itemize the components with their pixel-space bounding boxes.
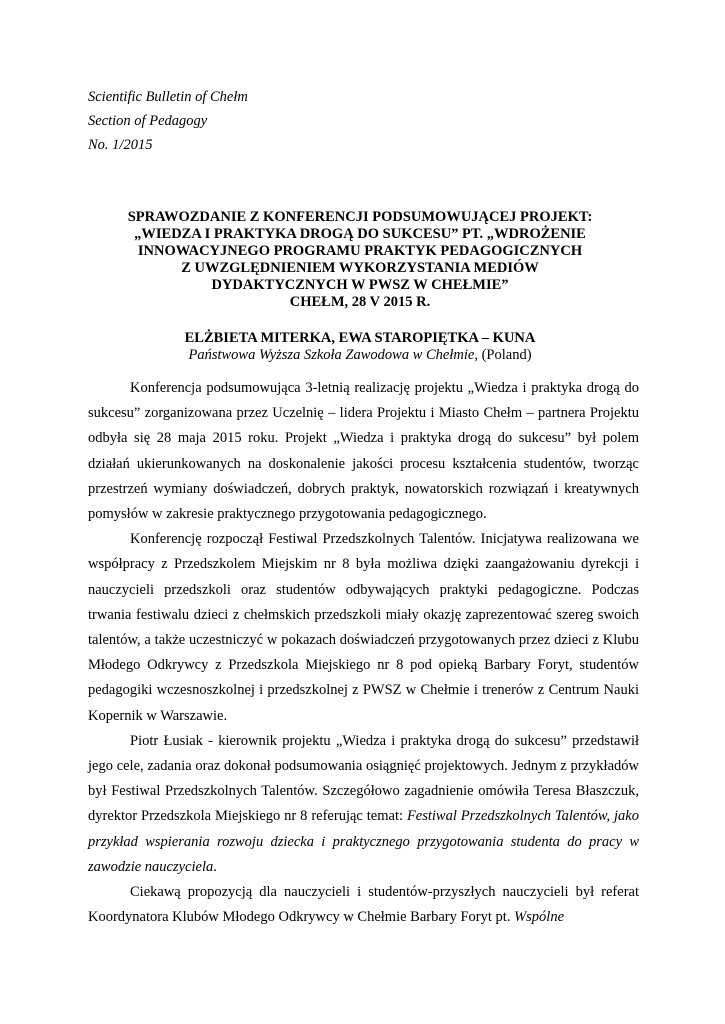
paragraph-4-text: Ciekawą propozycją dla nauczycieli i studentów-przyszłych nauczycieli był referat Koordynatora Klubów Młodego Odkrywcy w Chełmie Barbary Foryt pt. xyxy=(88,884,639,926)
journal-header xyxy=(88,85,248,157)
affiliation-institution: Państwowa Wyższa Szkoła Zawodowa w Chełmie xyxy=(188,347,475,363)
author-names: ELŻBIETA MITERKA, EWA STAROPIĘTKA – KUNA xyxy=(184,330,536,346)
paragraph-4 xyxy=(88,880,639,930)
title-line: INNOWACYJNEGO PROGRAMU PRAKTYK PEDAGOGICZNYCH xyxy=(137,243,583,259)
title-line: DYDAKTYCZNYCH W PWSZ W CHEŁMIE” xyxy=(211,277,509,293)
authors-block xyxy=(80,330,640,364)
paragraph-1: Konferencja podsumowująca 3-letnią realizację projektu „Wiedza i praktyka drogą do sukcesu” zorganizowana przez Uczelnię – lidera Projektu i Miasto Chełm – partnera Projektu odbyła się 28 maja 2015 roku. Projekt „Wiedza i praktyka drogą do sukcesu” był polem działań ukierunkowanych na doskonalenie jakości procesu kształcenia studentów, tworząc przestrzeń wymiany doświadczeń, dobrych praktyk, nowatorskich rozwiązań i kreatywnych pomysłów w zakresie praktycznego przygotowania pedagogicznego. xyxy=(88,380,639,523)
paragraph-3-end: . xyxy=(213,858,217,875)
article-body xyxy=(88,376,639,930)
paragraph-2: Konferencję rozpoczął Festiwal Przedszkolnych Talentów. Inicjatywa realizowana we współpracy z Przedszkolem Miejskim nr 8 była możliwa dzięki zaangażowaniu dyrekcji i nauczycieli przedszkoli oraz studentów odbywających praktyki pedagogiczne. Podczas trwania festiwalu dzieci z chełmskich przedszkoli miały okazję zaprezentować szereg swoich talentów, a także uczestniczyć w pokazach doświadczeń przygotowanych przez dzieci z Klubu Młodego Odkrywcy z Przedszkola Miejskiego nr 8 pod opieką Barbary Foryt, studentów pedagogiki wczesnoszkolnej i przedszkolnej z PWSZ w Chełmie i trenerów z Centrum Nauki Kopernik w Warszawie. xyxy=(88,531,639,724)
affiliation xyxy=(80,347,640,364)
report-title xyxy=(80,209,640,311)
journal-name: Scientific Bulletin of Chełm xyxy=(88,89,248,105)
title-line: SPRAWOZDANIE Z KONFERENCJI PODSUMOWUJĄCEJ PROJEKT: xyxy=(127,209,593,225)
paragraph-3-italic-title: Festiwal Przedszkolnych Talentów, jako przykład wspierania rozwoju dziecka i praktycznego przygotowania studenta do pracy w zawodzie nauczyciela xyxy=(88,808,639,875)
paragraph-4-italic-title: Wspólne xyxy=(514,909,565,926)
title-line: „WIEDZA I PRAKTYKA DROGĄ DO SUKCESU” PT. „WDROŻENIE xyxy=(134,226,586,242)
paragraph-3 xyxy=(88,729,639,880)
journal-issue: No. 1/2015 xyxy=(88,137,153,153)
paragraph-3-text: Piotr Łusiak - kierownik projektu „Wiedza i praktyka drogą do sukcesu” przedstawił jego cele, zadania oraz dokonał podsumowania osiągnięć projektowych. Jednym z przykładów był Festiwal Przedszkolnych Talentów. Szczegółowo zagadnienie omówiła Teresa Błaszczuk, dyrektor Przedszkola Miejskiego nr 8 referując temat: xyxy=(88,732,639,825)
title-line: CHEŁM, 28 V 2015 R. xyxy=(289,294,431,310)
title-line: Z UWZGLĘDNIENIEM WYKORZYSTANIA MEDIÓW xyxy=(181,260,539,276)
journal-section: Section of Pedagogy xyxy=(88,113,208,129)
affiliation-country: , (Poland) xyxy=(474,347,532,363)
